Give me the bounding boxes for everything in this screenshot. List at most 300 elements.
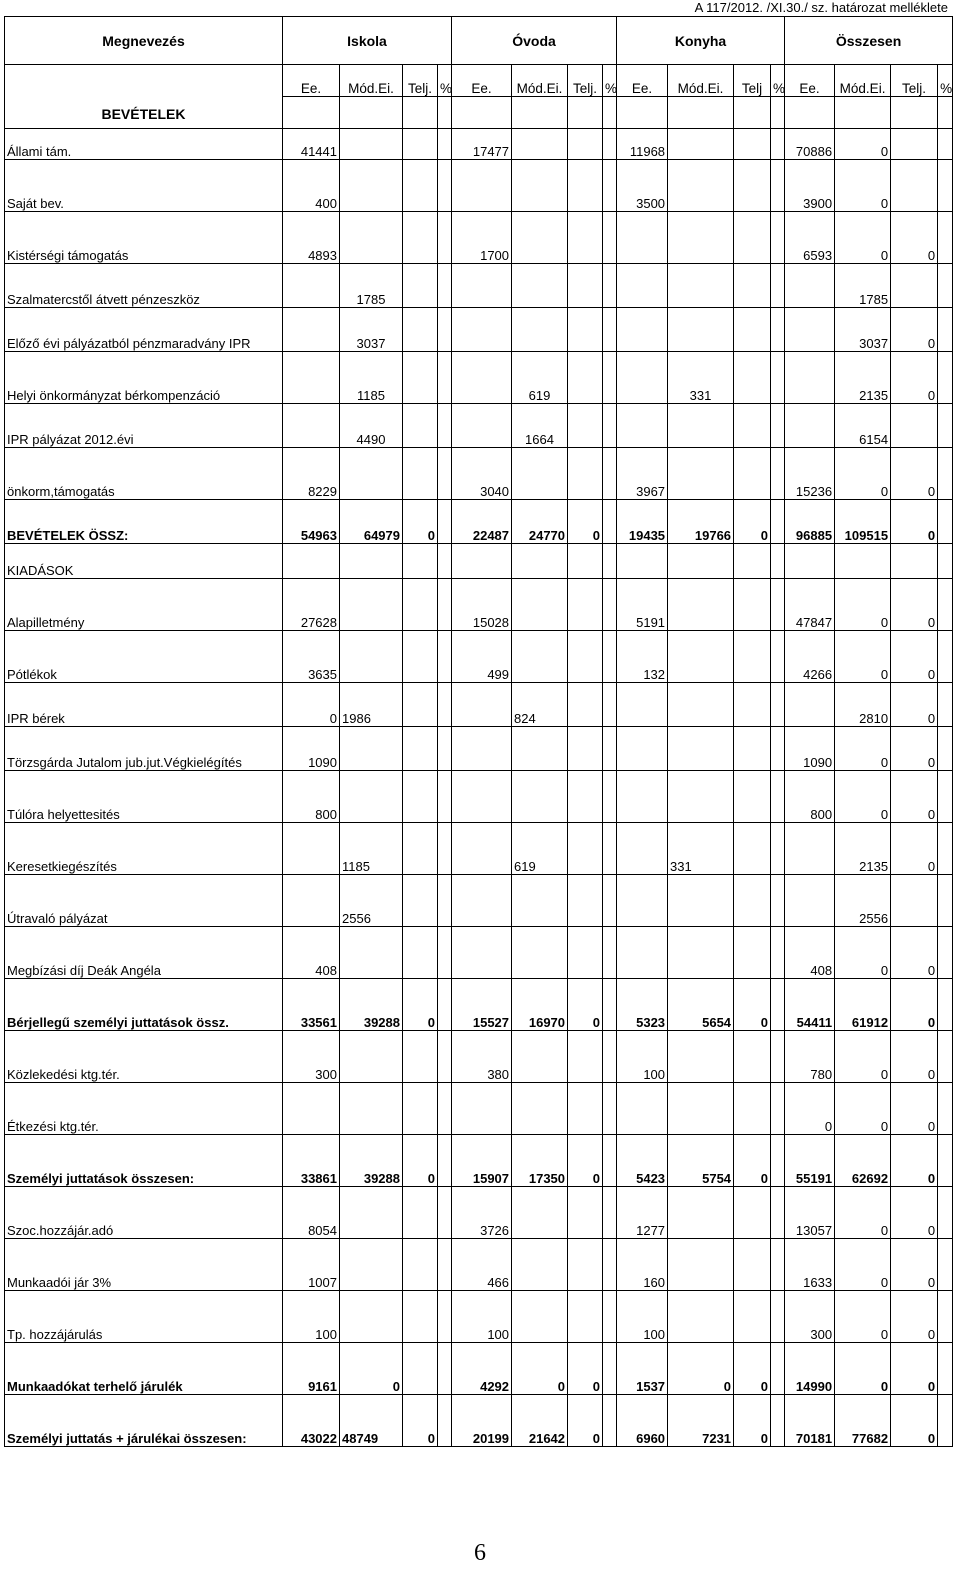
subheader: Telj.: [403, 65, 438, 97]
table-cell: 0: [568, 979, 603, 1031]
table-cell: [938, 727, 953, 771]
table-cell: [668, 1187, 734, 1239]
table-cell: [340, 927, 403, 979]
table-cell: [938, 1187, 953, 1239]
subheader: %: [938, 65, 953, 97]
table-cell: 15028: [452, 579, 512, 631]
table-cell: 0: [734, 1343, 771, 1395]
table-cell: [283, 352, 340, 404]
table-cell: [734, 1031, 771, 1083]
table-cell: 15236: [785, 448, 835, 500]
table-cell: [452, 544, 512, 579]
table-cell: 2556: [340, 875, 403, 927]
table-cell: [785, 308, 835, 352]
table-cell: 100: [617, 1291, 668, 1343]
table-cell: 8229: [283, 448, 340, 500]
table-cell: 61912: [835, 979, 891, 1031]
table-cell: [734, 579, 771, 631]
table-cell: [452, 823, 512, 875]
table-cell: [771, 771, 785, 823]
table-row: [5, 264, 953, 308]
table-cell: 109515: [835, 500, 891, 544]
header-iskola: Iskola: [283, 17, 452, 65]
table-cell: 1785: [835, 264, 891, 308]
row-label: Személyi juttatások összesen:: [5, 1135, 283, 1187]
table-cell: [771, 1239, 785, 1291]
table-cell: [403, 129, 438, 160]
table-cell: [512, 544, 568, 579]
table-cell: [438, 631, 452, 683]
table-cell: [340, 579, 403, 631]
table-cell: [734, 308, 771, 352]
table-cell: [603, 544, 617, 579]
table-cell: 1185: [340, 823, 403, 875]
table-cell: [438, 1343, 452, 1395]
table-cell: [603, 1291, 617, 1343]
table-cell: 33861: [283, 1135, 340, 1187]
table-cell: [438, 212, 452, 264]
table-cell: 27628: [283, 579, 340, 631]
row-label: Alapilletmény: [5, 579, 283, 631]
table-cell: [512, 1083, 568, 1135]
table-cell: [603, 1395, 617, 1447]
table-cell: 55191: [785, 1135, 835, 1187]
table-cell: 499: [452, 631, 512, 683]
table-cell: [891, 264, 938, 308]
table-cell: 0: [403, 500, 438, 544]
table-cell: [771, 160, 785, 212]
table-cell: [568, 352, 603, 404]
table-cell: [283, 264, 340, 308]
table-cell: 619: [512, 823, 568, 875]
table-cell: [617, 771, 668, 823]
table-cell: [785, 404, 835, 448]
table-cell: [734, 1083, 771, 1135]
table-cell: [771, 1343, 785, 1395]
table-cell: [452, 727, 512, 771]
table-cell: [617, 404, 668, 448]
table-cell: [938, 1083, 953, 1135]
table-cell: [403, 683, 438, 727]
table-cell: 5191: [617, 579, 668, 631]
row-label: Munkaadói jár 3%: [5, 1239, 283, 1291]
table-cell: [734, 352, 771, 404]
subheader: Telj.: [891, 65, 938, 97]
table-cell: 70886: [785, 129, 835, 160]
table-cell: [568, 212, 603, 264]
table-cell: 47847: [785, 579, 835, 631]
table-cell: [668, 129, 734, 160]
table-cell: [438, 1135, 452, 1187]
table-cell: 3967: [617, 448, 668, 500]
table-cell: [283, 1083, 340, 1135]
table-cell: 780: [785, 1031, 835, 1083]
table-cell: 4292: [452, 1343, 512, 1395]
table-cell: 0: [891, 579, 938, 631]
table-cell: 1633: [785, 1239, 835, 1291]
table-cell: 70181: [785, 1395, 835, 1447]
table-cell: 0: [835, 727, 891, 771]
row-label: Közlekedési ktg.tér.: [5, 1031, 283, 1083]
table-cell: 54963: [283, 500, 340, 544]
table-cell: 7231: [668, 1395, 734, 1447]
table-cell: 3500: [617, 160, 668, 212]
table-cell: [785, 683, 835, 727]
table-cell: [771, 264, 785, 308]
row-label: IPR pályázat 2012.évi: [5, 404, 283, 448]
table-cell: [568, 544, 603, 579]
table-cell: 4893: [283, 212, 340, 264]
table-cell: [617, 212, 668, 264]
row-label: Megbízási díj Deák Angéla: [5, 927, 283, 979]
table-cell: [568, 875, 603, 927]
table-cell: [438, 448, 452, 500]
table-cell: [734, 160, 771, 212]
table-cell: [340, 448, 403, 500]
table-cell: 9161: [283, 1343, 340, 1395]
table-cell: 4266: [785, 631, 835, 683]
table-cell: 0: [891, 683, 938, 727]
table-cell: [771, 352, 785, 404]
table-row: [5, 308, 953, 352]
table-cell: 0: [835, 1083, 891, 1135]
row-label: Túlóra helyettesités: [5, 771, 283, 823]
table-cell: [938, 631, 953, 683]
table-cell: 0: [835, 160, 891, 212]
table-cell: 24770: [512, 500, 568, 544]
table-cell: [617, 264, 668, 308]
table-cell: [403, 404, 438, 448]
table-cell: 0: [283, 683, 340, 727]
table-cell: [438, 1187, 452, 1239]
table-cell: [603, 500, 617, 544]
table-cell: [283, 823, 340, 875]
table-cell: 48749: [340, 1395, 403, 1447]
table-cell: [403, 1031, 438, 1083]
row-label: Keresetkiegészítés: [5, 823, 283, 875]
table-cell: 300: [785, 1291, 835, 1343]
table-cell: [771, 1187, 785, 1239]
table-row: [5, 875, 953, 927]
table-cell: [938, 500, 953, 544]
table-cell: [438, 771, 452, 823]
table-cell: [771, 979, 785, 1031]
table-cell: [617, 727, 668, 771]
header-ovoda: Óvoda: [452, 17, 617, 65]
table-row: [5, 212, 953, 264]
table-cell: [340, 160, 403, 212]
table-cell: 100: [452, 1291, 512, 1343]
table-cell: [568, 264, 603, 308]
table-cell: [512, 875, 568, 927]
table-cell: [403, 631, 438, 683]
table-cell: [734, 264, 771, 308]
table-cell: [403, 727, 438, 771]
table-cell: [603, 129, 617, 160]
table-cell: [603, 448, 617, 500]
table-cell: [785, 264, 835, 308]
table-cell: [603, 160, 617, 212]
table-cell: 0: [891, 1031, 938, 1083]
table-cell: [771, 727, 785, 771]
table-row: [5, 1135, 953, 1187]
table-cell: 39288: [340, 979, 403, 1031]
table-cell: 6960: [617, 1395, 668, 1447]
table-cell: 3037: [340, 308, 403, 352]
table-row: [5, 448, 953, 500]
table-cell: [771, 1083, 785, 1135]
table-row: [5, 1343, 953, 1395]
table-cell: [938, 160, 953, 212]
table-cell: [668, 771, 734, 823]
table-cell: 466: [452, 1239, 512, 1291]
table-cell: [938, 404, 953, 448]
table-cell: 1537: [617, 1343, 668, 1395]
table-cell: 5323: [617, 979, 668, 1031]
subheader: Ee.: [283, 65, 340, 97]
table-cell: 1785: [340, 264, 403, 308]
table-cell: [603, 1031, 617, 1083]
table-cell: [452, 875, 512, 927]
table-cell: [734, 212, 771, 264]
table-cell: [512, 129, 568, 160]
table-cell: [734, 875, 771, 927]
table-cell: 3635: [283, 631, 340, 683]
table-cell: [512, 1239, 568, 1291]
table-cell: [452, 352, 512, 404]
row-label: Szalmatercstől átvett pénzeszköz: [5, 264, 283, 308]
row-label: Saját bev.: [5, 160, 283, 212]
subheader: Mód.Ei.: [340, 65, 403, 97]
table-cell: 2135: [835, 823, 891, 875]
table-cell: [771, 683, 785, 727]
row-label: Pótlékok: [5, 631, 283, 683]
table-cell: [668, 875, 734, 927]
table-cell: [568, 771, 603, 823]
header-osszesen: Összesen: [785, 17, 953, 65]
row-label: IPR bérek: [5, 683, 283, 727]
table-cell: [891, 160, 938, 212]
table-cell: [771, 875, 785, 927]
table-cell: 96885: [785, 500, 835, 544]
table-cell: [938, 1031, 953, 1083]
table-cell: [438, 1083, 452, 1135]
table-cell: 43022: [283, 1395, 340, 1447]
row-label: Állami tám.: [5, 129, 283, 160]
table-cell: [734, 1291, 771, 1343]
table-cell: [512, 1031, 568, 1083]
table-cell: [603, 979, 617, 1031]
table-cell: 17477: [452, 129, 512, 160]
table-cell: 0: [403, 1135, 438, 1187]
table-cell: [668, 579, 734, 631]
table-cell: 100: [283, 1291, 340, 1343]
table-cell: [617, 927, 668, 979]
table-cell: [568, 160, 603, 212]
table-cell: 0: [891, 1395, 938, 1447]
table-cell: [603, 823, 617, 875]
table-cell: 0: [891, 979, 938, 1031]
table-cell: [891, 129, 938, 160]
table-cell: [938, 352, 953, 404]
table-cell: 0: [891, 771, 938, 823]
table-cell: [603, 308, 617, 352]
table-row: [5, 631, 953, 683]
table-cell: 22487: [452, 500, 512, 544]
table-cell: [617, 352, 668, 404]
table-cell: [771, 1291, 785, 1343]
table-cell: [734, 448, 771, 500]
table-cell: [603, 212, 617, 264]
row-label: Előző évi pályázatból pénzmaradvány IPR: [5, 308, 283, 352]
table-cell: 39288: [340, 1135, 403, 1187]
row-label: Útravaló pályázat: [5, 875, 283, 927]
table-cell: [668, 264, 734, 308]
table-cell: 300: [283, 1031, 340, 1083]
table-cell: 0: [835, 1031, 891, 1083]
table-cell: 15907: [452, 1135, 512, 1187]
table-cell: [403, 352, 438, 404]
row-label: Helyi önkormányzat bérkompenzáció: [5, 352, 283, 404]
table-cell: [403, 1187, 438, 1239]
subheader: Ee.: [452, 65, 512, 97]
table-cell: [668, 448, 734, 500]
table-cell: [771, 544, 785, 579]
table-cell: 0: [734, 979, 771, 1031]
table-cell: 1090: [283, 727, 340, 771]
table-cell: 800: [283, 771, 340, 823]
table-row: [5, 1291, 953, 1343]
table-cell: 408: [283, 927, 340, 979]
table-cell: [603, 1135, 617, 1187]
budget-table: [4, 16, 953, 1447]
table-cell: 64979: [340, 500, 403, 544]
table-cell: [771, 448, 785, 500]
table-cell: [603, 771, 617, 823]
table-cell: 3900: [785, 160, 835, 212]
table-cell: 0: [835, 212, 891, 264]
row-label: Bérjellegű személyi juttatások össz.: [5, 979, 283, 1031]
table-cell: 400: [283, 160, 340, 212]
table-cell: [283, 544, 340, 579]
subheader: Telj.: [568, 65, 603, 97]
table-cell: 0: [835, 1291, 891, 1343]
subheader: Telj: [734, 65, 771, 97]
annex-reference: A 117/2012. /XI.30./ sz. határozat melléklete: [694, 0, 948, 15]
table-cell: [403, 771, 438, 823]
table-cell: [568, 404, 603, 448]
table-row: [5, 823, 953, 875]
table-cell: [891, 404, 938, 448]
table-cell: 1185: [340, 352, 403, 404]
table-cell: [668, 631, 734, 683]
table-cell: 0: [891, 212, 938, 264]
table-cell: [512, 160, 568, 212]
table-cell: [438, 683, 452, 727]
table-cell: [668, 544, 734, 579]
table-cell: [938, 823, 953, 875]
table-cell: [568, 631, 603, 683]
table-cell: [891, 875, 938, 927]
table-cell: 0: [835, 579, 891, 631]
table-row: [5, 1187, 953, 1239]
table-cell: [668, 927, 734, 979]
table-cell: [617, 875, 668, 927]
table-cell: 0: [891, 1187, 938, 1239]
table-cell: [452, 927, 512, 979]
table-cell: [438, 1031, 452, 1083]
table-cell: 0: [734, 500, 771, 544]
table-row: [5, 500, 953, 544]
table-cell: [603, 352, 617, 404]
table-cell: [512, 264, 568, 308]
table-cell: [403, 264, 438, 308]
header-name: Megnevezés: [5, 17, 283, 65]
table-cell: [734, 1239, 771, 1291]
table-cell: 0: [512, 1343, 568, 1395]
table-cell: 6593: [785, 212, 835, 264]
page-number: 6: [474, 1540, 486, 1566]
table-cell: [668, 160, 734, 212]
table-row: [5, 1239, 953, 1291]
table-cell: 0: [668, 1343, 734, 1395]
table-cell: 0: [891, 308, 938, 352]
table-cell: 0: [340, 1343, 403, 1395]
subheader: Mód.Ei.: [668, 65, 734, 97]
table-cell: 0: [891, 1291, 938, 1343]
table-cell: 1700: [452, 212, 512, 264]
table-cell: [452, 160, 512, 212]
header-konyha: Konyha: [617, 17, 785, 65]
row-label: Kistérségi támogatás: [5, 212, 283, 264]
table-cell: [438, 1395, 452, 1447]
table-cell: [617, 308, 668, 352]
table-cell: 0: [568, 1395, 603, 1447]
subheader: Ee.: [785, 65, 835, 97]
table-row: [5, 544, 953, 579]
table-cell: [938, 683, 953, 727]
row-label: Személyi juttatás + járulékai összesen:: [5, 1395, 283, 1447]
table-cell: [785, 352, 835, 404]
table-cell: [668, 212, 734, 264]
table-cell: [603, 683, 617, 727]
table-cell: [438, 264, 452, 308]
table-cell: 8054: [283, 1187, 340, 1239]
table-cell: [512, 448, 568, 500]
table-cell: 0: [891, 1083, 938, 1135]
table-cell: [452, 264, 512, 308]
table-cell: [340, 1031, 403, 1083]
table-cell: 0: [891, 1239, 938, 1291]
table-row: [5, 352, 953, 404]
table-cell: 19435: [617, 500, 668, 544]
table-cell: [403, 160, 438, 212]
table-cell: [734, 771, 771, 823]
table-cell: 132: [617, 631, 668, 683]
table-cell: [438, 352, 452, 404]
table-cell: 800: [785, 771, 835, 823]
table-cell: [452, 404, 512, 448]
table-cell: [734, 544, 771, 579]
table-cell: 2810: [835, 683, 891, 727]
table-cell: [734, 823, 771, 875]
table-cell: [938, 1395, 953, 1447]
table-cell: 0: [568, 1343, 603, 1395]
row-label: Munkaadókat terhelő járulék: [5, 1343, 283, 1395]
table-cell: [771, 1031, 785, 1083]
table-cell: 5423: [617, 1135, 668, 1187]
table-cell: [734, 683, 771, 727]
